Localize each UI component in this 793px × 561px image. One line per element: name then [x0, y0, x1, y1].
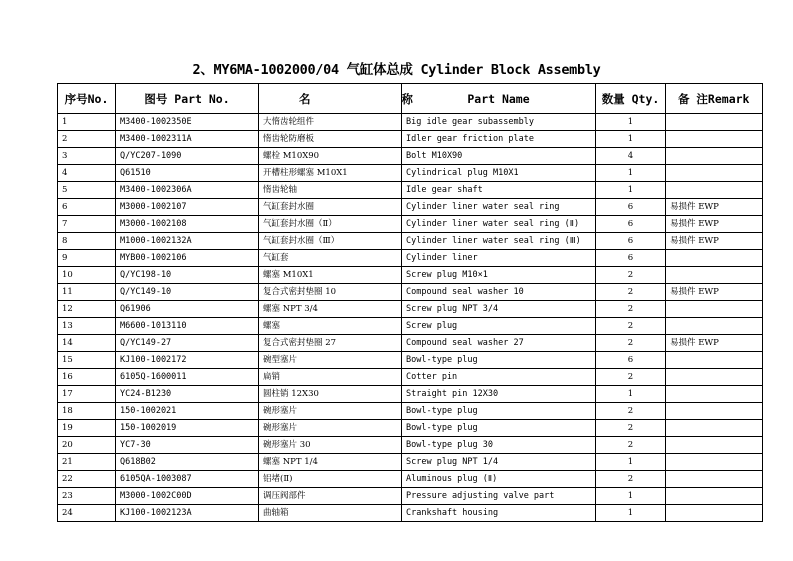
- remark: [666, 488, 763, 505]
- part-name-cn: 曲轴箱: [259, 505, 402, 522]
- quantity: 1: [596, 131, 666, 148]
- table-row: [58, 182, 763, 199]
- header-part-name: Part Name: [402, 84, 596, 114]
- table-row: [58, 165, 763, 182]
- part-name-en: Aluminous plug (Ⅱ): [402, 471, 596, 488]
- quantity: 1: [596, 454, 666, 471]
- table-row: [58, 114, 763, 131]
- quantity: 1: [596, 488, 666, 505]
- remark: [666, 403, 763, 420]
- part-name-cn: 碗型塞片: [259, 352, 402, 369]
- row-number: 1: [58, 114, 116, 131]
- row-number: 7: [58, 216, 116, 233]
- part-name-en: Screw plug NPT 1/4: [402, 454, 596, 471]
- part-name-en: Cylindrical plug M10X1: [402, 165, 596, 182]
- quantity: 6: [596, 233, 666, 250]
- table-row: [58, 267, 763, 284]
- row-number: 12: [58, 301, 116, 318]
- remark: 易损件 EWP: [666, 216, 763, 233]
- remark: [666, 318, 763, 335]
- part-number: M3400-1002306A: [116, 182, 259, 199]
- remark: 易损件 EWP: [666, 335, 763, 352]
- row-number: 21: [58, 454, 116, 471]
- part-number: Q/YC149-10: [116, 284, 259, 301]
- part-name-en: Compound seal washer 10: [402, 284, 596, 301]
- quantity: 4: [596, 148, 666, 165]
- part-name-en: Bowl-type plug: [402, 352, 596, 369]
- quantity: 6: [596, 199, 666, 216]
- remark: [666, 386, 763, 403]
- remark: [666, 131, 763, 148]
- part-name-en: Crankshaft housing: [402, 505, 596, 522]
- table-row: [58, 437, 763, 454]
- row-number: 20: [58, 437, 116, 454]
- part-name-en: Idler gear friction plate: [402, 131, 596, 148]
- quantity: 1: [596, 114, 666, 131]
- part-name-en: Compound seal washer 27: [402, 335, 596, 352]
- row-number: 4: [58, 165, 116, 182]
- quantity: 1: [596, 165, 666, 182]
- row-number: 13: [58, 318, 116, 335]
- part-name-cn: 螺塞: [259, 318, 402, 335]
- quantity: 1: [596, 505, 666, 522]
- row-number: 6: [58, 199, 116, 216]
- part-number: 6105Q-1600011: [116, 369, 259, 386]
- part-number: KJ100-1002172: [116, 352, 259, 369]
- part-name-cn: 碗形塞片: [259, 420, 402, 437]
- part-number: Q/YC198-10: [116, 267, 259, 284]
- part-name-cn: 螺塞 NPT 3/4: [259, 301, 402, 318]
- remark: [666, 352, 763, 369]
- remark: [666, 471, 763, 488]
- quantity: 2: [596, 301, 666, 318]
- part-name-en: Cylinder liner: [402, 250, 596, 267]
- part-name-en: Cylinder liner water seal ring: [402, 199, 596, 216]
- table-row: [58, 369, 763, 386]
- header-seq: 序号No.: [58, 84, 116, 114]
- remark: [666, 267, 763, 284]
- table-row: [58, 454, 763, 471]
- part-name-cn: 复合式密封垫圈 27: [259, 335, 402, 352]
- row-number: 10: [58, 267, 116, 284]
- part-name-en: Cotter pin: [402, 369, 596, 386]
- part-name-cn: 螺塞 NPT 1/4: [259, 454, 402, 471]
- quantity: 2: [596, 335, 666, 352]
- part-number: 150-1002021: [116, 403, 259, 420]
- remark: [666, 369, 763, 386]
- part-name-cn: 扁销: [259, 369, 402, 386]
- table-row: [58, 352, 763, 369]
- part-name-cn: 开槽柱形螺塞 M10X1: [259, 165, 402, 182]
- quantity: 2: [596, 267, 666, 284]
- row-number: 24: [58, 505, 116, 522]
- remark: [666, 182, 763, 199]
- table-row: [58, 148, 763, 165]
- table-row: [58, 233, 763, 250]
- part-number: M3400-1002350E: [116, 114, 259, 131]
- row-number: 8: [58, 233, 116, 250]
- remark: 易损件 EWP: [666, 233, 763, 250]
- part-number: Q61906: [116, 301, 259, 318]
- table-row: [58, 386, 763, 403]
- part-name-en: Bolt M10X90: [402, 148, 596, 165]
- part-number: Q/YC207-1090: [116, 148, 259, 165]
- part-name-cn: 碗形塞片: [259, 403, 402, 420]
- header-name-cn: 名 称: [259, 84, 402, 114]
- table-row: [58, 216, 763, 233]
- table-row: [58, 335, 763, 352]
- row-number: 17: [58, 386, 116, 403]
- table-row: [58, 420, 763, 437]
- quantity: 2: [596, 471, 666, 488]
- quantity: 2: [596, 369, 666, 386]
- part-name-en: Bowl-type plug: [402, 403, 596, 420]
- part-name-cn: 惰齿轮防磨板: [259, 131, 402, 148]
- table-row: [58, 471, 763, 488]
- part-name-cn: 气缸套封水圈: [259, 199, 402, 216]
- quantity: 6: [596, 216, 666, 233]
- part-name-en: Screw plug: [402, 318, 596, 335]
- part-name-cn: 复合式密封垫圈 10: [259, 284, 402, 301]
- part-name-cn: 螺栓 M10X90: [259, 148, 402, 165]
- part-number: M3400-1002311A: [116, 131, 259, 148]
- part-name-en: Cylinder liner water seal ring (Ⅲ): [402, 233, 596, 250]
- part-name-en: Screw plug NPT 3/4: [402, 301, 596, 318]
- row-number: 19: [58, 420, 116, 437]
- part-name-en: Big idle gear subassembly: [402, 114, 596, 131]
- part-number: 6105QA-1003087: [116, 471, 259, 488]
- remark: [666, 505, 763, 522]
- quantity: 1: [596, 182, 666, 199]
- part-name-cn: 铝堵(Ⅱ): [259, 471, 402, 488]
- table-row: [58, 131, 763, 148]
- part-number: MYB00-1002106: [116, 250, 259, 267]
- remark: [666, 250, 763, 267]
- part-number: M6600-1013110: [116, 318, 259, 335]
- part-number: YC7-30: [116, 437, 259, 454]
- part-number: M3000-1002108: [116, 216, 259, 233]
- table-row: [58, 505, 763, 522]
- quantity: 6: [596, 352, 666, 369]
- row-number: 9: [58, 250, 116, 267]
- part-number: 150-1002019: [116, 420, 259, 437]
- row-number: 15: [58, 352, 116, 369]
- remark: [666, 301, 763, 318]
- part-name-cn: 气缸套: [259, 250, 402, 267]
- row-number: 16: [58, 369, 116, 386]
- quantity: 2: [596, 318, 666, 335]
- part-name-en: Straight pin 12X30: [402, 386, 596, 403]
- header-qty: 数量 Qty.: [596, 84, 666, 114]
- remark: [666, 437, 763, 454]
- part-name-en: Bowl-type plug 30: [402, 437, 596, 454]
- part-number: KJ100-1002123A: [116, 505, 259, 522]
- part-name-cn: 螺塞 M10X1: [259, 267, 402, 284]
- part-number: Q61510: [116, 165, 259, 182]
- table-row: [58, 250, 763, 267]
- remark: [666, 114, 763, 131]
- part-name-cn: 气缸套封水圈（Ⅲ）: [259, 233, 402, 250]
- part-name-cn: 调压阀部件: [259, 488, 402, 505]
- row-number: 2: [58, 131, 116, 148]
- part-name-cn: 碗形塞片 30: [259, 437, 402, 454]
- row-number: 5: [58, 182, 116, 199]
- part-name-cn: 圆柱销 12X30: [259, 386, 402, 403]
- quantity: 2: [596, 420, 666, 437]
- row-number: 18: [58, 403, 116, 420]
- quantity: 2: [596, 284, 666, 301]
- part-name-cn: 大惰齿轮组件: [259, 114, 402, 131]
- part-name-cn: 气缸套封水圈（Ⅱ）: [259, 216, 402, 233]
- row-number: 23: [58, 488, 116, 505]
- part-number: M3000-1002107: [116, 199, 259, 216]
- table-header-row: [58, 84, 763, 114]
- remark: [666, 148, 763, 165]
- part-number: Q618B02: [116, 454, 259, 471]
- table-row: [58, 488, 763, 505]
- row-number: 14: [58, 335, 116, 352]
- remark: [666, 454, 763, 471]
- part-name-en: Pressure adjusting valve part: [402, 488, 596, 505]
- part-name-en: Idle gear shaft: [402, 182, 596, 199]
- header-remark: 备 注Remark: [666, 84, 763, 114]
- table-row: [58, 403, 763, 420]
- part-name-en: Bowl-type plug: [402, 420, 596, 437]
- quantity: 1: [596, 386, 666, 403]
- part-number: M3000-1002C00D: [116, 488, 259, 505]
- remark: 易损件 EWP: [666, 284, 763, 301]
- table-row: [58, 318, 763, 335]
- table-row: [58, 199, 763, 216]
- remark: 易损件 EWP: [666, 199, 763, 216]
- table-row: [58, 301, 763, 318]
- part-name-cn: 惰齿轮轴: [259, 182, 402, 199]
- remark: [666, 420, 763, 437]
- part-number: YC24-B1230: [116, 386, 259, 403]
- row-number: 11: [58, 284, 116, 301]
- part-name-en: Screw plug M10×1: [402, 267, 596, 284]
- quantity: 6: [596, 250, 666, 267]
- remark: [666, 165, 763, 182]
- row-number: 22: [58, 471, 116, 488]
- quantity: 2: [596, 437, 666, 454]
- part-name-en: Cylinder liner water seal ring (Ⅱ): [402, 216, 596, 233]
- document-title: 2、MY6MA-1002000/04 气缸体总成 Cylinder Block Assembly: [192, 62, 601, 78]
- header-part-no: 图号 Part No.: [116, 84, 259, 114]
- part-number: Q/YC149-27: [116, 335, 259, 352]
- quantity: 2: [596, 403, 666, 420]
- row-number: 3: [58, 148, 116, 165]
- table-row: [58, 284, 763, 301]
- part-number: M1000-1002132A: [116, 233, 259, 250]
- parts-table: [57, 83, 763, 522]
